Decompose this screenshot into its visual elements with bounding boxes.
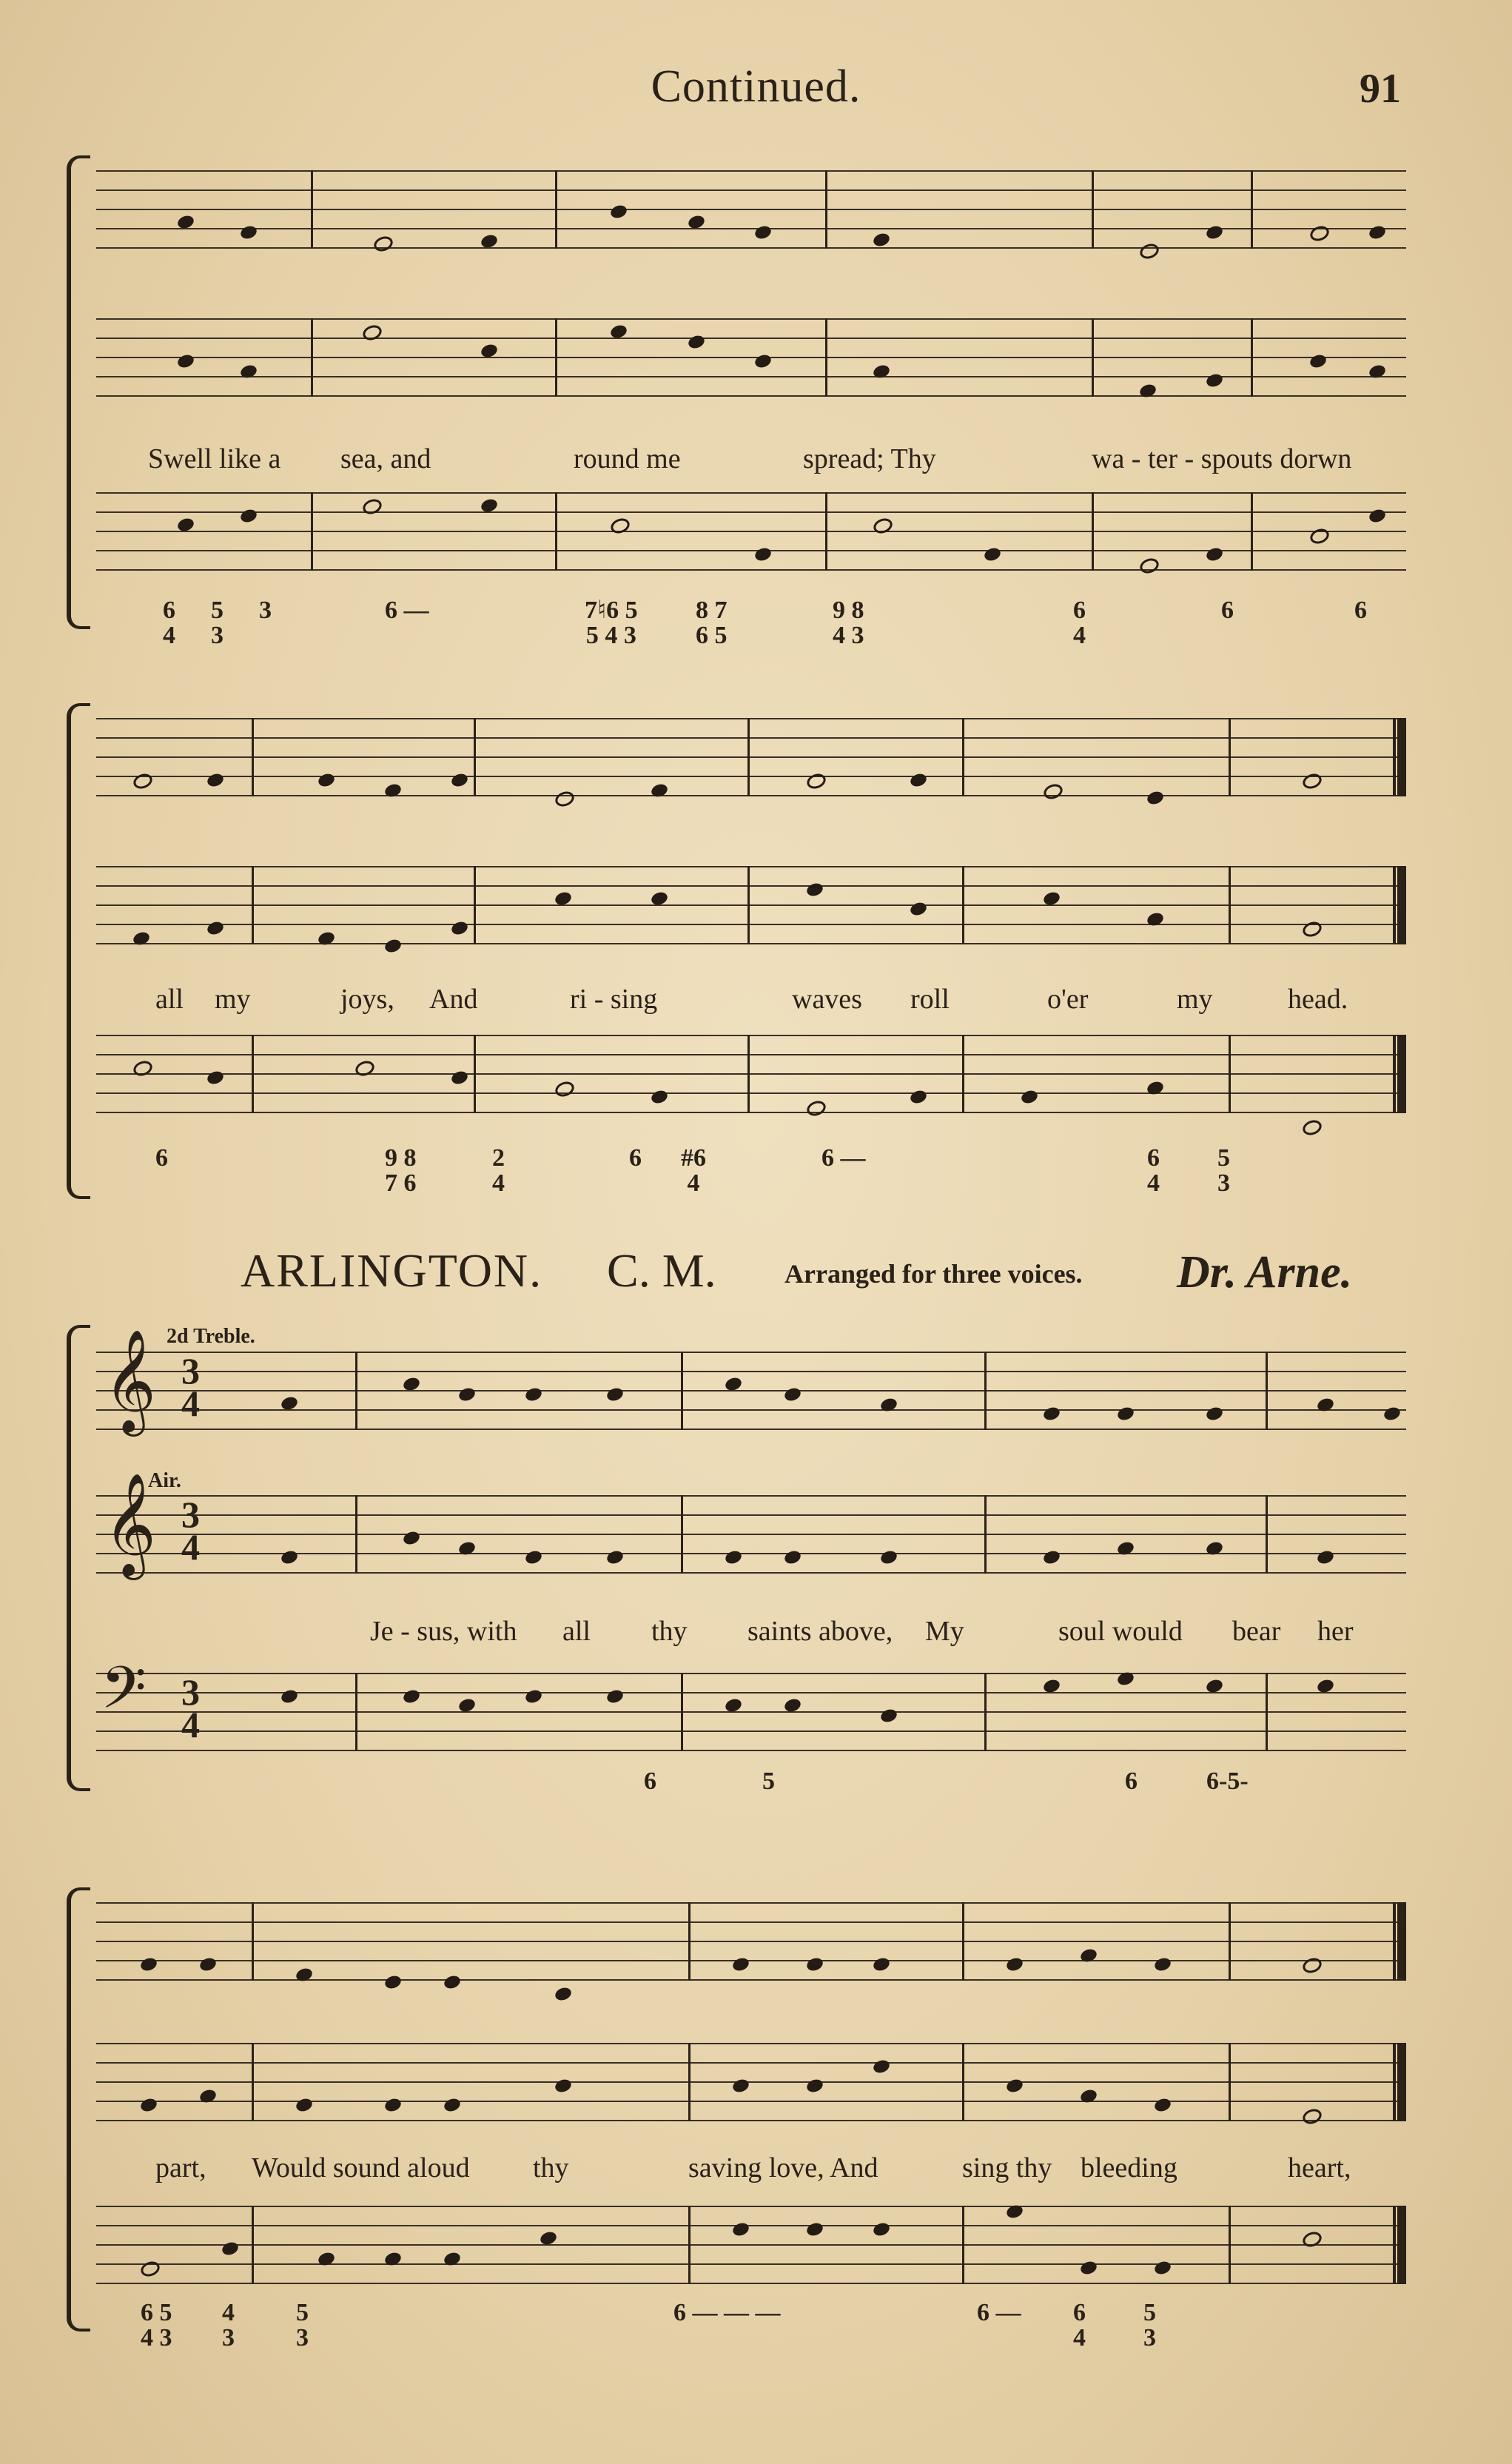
figure: 6 [155, 1144, 168, 1172]
lyric-syllable: head. [1288, 984, 1348, 1015]
lyric-syllable: saving love, And [688, 2152, 878, 2183]
lyric-syllable: Would sound aloud [252, 2152, 470, 2183]
lyric-syllable: joys, [340, 984, 394, 1015]
lyric-syllable: spread; Thy [803, 443, 936, 474]
lyric-syllable: saints above, [747, 1616, 893, 1647]
figure: 8 7 6 5 [696, 597, 728, 649]
arrangement-note: Arranged for three voices. [784, 1259, 1083, 1289]
time-signature: 3 4 [181, 1671, 200, 1745]
figure: 5 [762, 1768, 775, 1795]
figure: 6 [1354, 597, 1367, 624]
figure: 6 — [385, 597, 429, 624]
figure: #6 4 [681, 1144, 706, 1197]
staff-air [96, 2043, 1406, 2132]
figure: 5 3 [296, 2299, 309, 2351]
composer: Dr. Arne. [1177, 1247, 1353, 1298]
figure: 6 — [821, 1144, 866, 1172]
staff-bass [96, 2206, 1406, 2295]
treble-clef-icon: 𝄞 [104, 1329, 156, 1432]
staff-bass-top [96, 1035, 1406, 1124]
tune-meter: C. M. [607, 1244, 716, 1297]
music-system-1 [67, 155, 1406, 649]
tune-header [0, 1243, 1512, 1310]
time-signature: 3 4 [181, 1494, 200, 1568]
system-bracket [67, 703, 90, 1199]
lyric-syllable: Je - sus, with [370, 1616, 517, 1647]
figure: 6 4 [1073, 597, 1086, 649]
lyric-syllable: all [562, 1616, 591, 1647]
staff-treble-top [96, 718, 1406, 807]
staff-air-top [96, 866, 1406, 955]
staff-bass [96, 1654, 1406, 1762]
time-signature: 3 4 [181, 1350, 200, 1424]
lyric-syllable: round me [574, 443, 681, 474]
staff-treble-top [96, 170, 1406, 259]
lyric-syllable: thy [651, 1616, 688, 1647]
figure: 5 3 [1143, 2299, 1156, 2351]
treble-clef-icon: 𝄞 [104, 1473, 156, 1576]
lyric-syllable: soul would [1058, 1616, 1183, 1647]
music-system-2 [67, 703, 1406, 1199]
figure: 6 [629, 1144, 642, 1172]
figure: 6 — [977, 2299, 1021, 2326]
lyric-syllable: all [155, 984, 184, 1015]
figure: 6 [1221, 597, 1234, 624]
system-bracket [67, 1325, 90, 1791]
figure: 5 3 [211, 597, 224, 649]
staff-bass-top [96, 492, 1406, 581]
lyric-syllable: wa - ter - spouts dorwn [1092, 443, 1352, 474]
figure: 6 4 [163, 597, 175, 649]
lyric-syllable: heart, [1288, 2152, 1351, 2183]
lyric-syllable: bear [1232, 1616, 1281, 1647]
figure: 6 4 [1073, 2299, 1086, 2351]
staff-air-top [96, 318, 1406, 407]
figure: 6 5 4 3 [141, 2299, 172, 2351]
lyric-syllable: waves [792, 984, 862, 1015]
voice-label: 2d Treble. [167, 1325, 255, 1348]
figure: 3 [259, 597, 272, 624]
voice-label: Air. [148, 1469, 181, 1492]
page-number: 91 [1360, 66, 1401, 112]
figure: 9 8 4 3 [833, 597, 864, 649]
lyric-syllable: sing thy [962, 2152, 1052, 2183]
figure: 6 4 [1147, 1144, 1160, 1197]
music-system-4 [67, 1887, 1406, 2351]
staff-second-treble [96, 1902, 1406, 1991]
figure: 2 4 [492, 1144, 505, 1197]
lyric-syllable: bleeding [1081, 2152, 1177, 2183]
figure: 6-5- [1206, 1768, 1249, 1795]
lyric-syllable: my [1177, 984, 1213, 1015]
figure: 6 — — — [673, 2299, 781, 2326]
bass-clef-icon: 𝄢 [101, 1654, 147, 1736]
tune-name: ARLINGTON. [241, 1244, 543, 1297]
lyric-syllable: o'er [1047, 984, 1089, 1015]
lyric-syllable: her [1317, 1616, 1354, 1647]
lyric-syllable: Swell like a [148, 443, 281, 474]
figure: 5 3 [1217, 1144, 1230, 1197]
figure: 6 [644, 1768, 656, 1795]
system-bracket [67, 155, 90, 629]
lyric-syllable: sea, and [340, 443, 431, 474]
lyric-syllable: And [429, 984, 478, 1015]
figure: 9 8 7 6 [385, 1144, 417, 1197]
figure: 4 3 [222, 2299, 235, 2351]
figure: 7♮6 5 5 4 3 [585, 597, 638, 649]
music-system-3 [67, 1325, 1406, 1795]
lyric-syllable: my [215, 984, 251, 1015]
lyric-syllable: part, [155, 2152, 206, 2183]
system-bracket [67, 1887, 90, 2332]
lyric-syllable: thy [533, 2152, 569, 2183]
figure: 6 [1125, 1768, 1138, 1795]
lyric-syllable: ri - sing [570, 984, 658, 1015]
lyric-syllable: roll [910, 984, 950, 1015]
running-head: Continued. [651, 61, 861, 112]
lyric-syllable: My [925, 1616, 964, 1647]
